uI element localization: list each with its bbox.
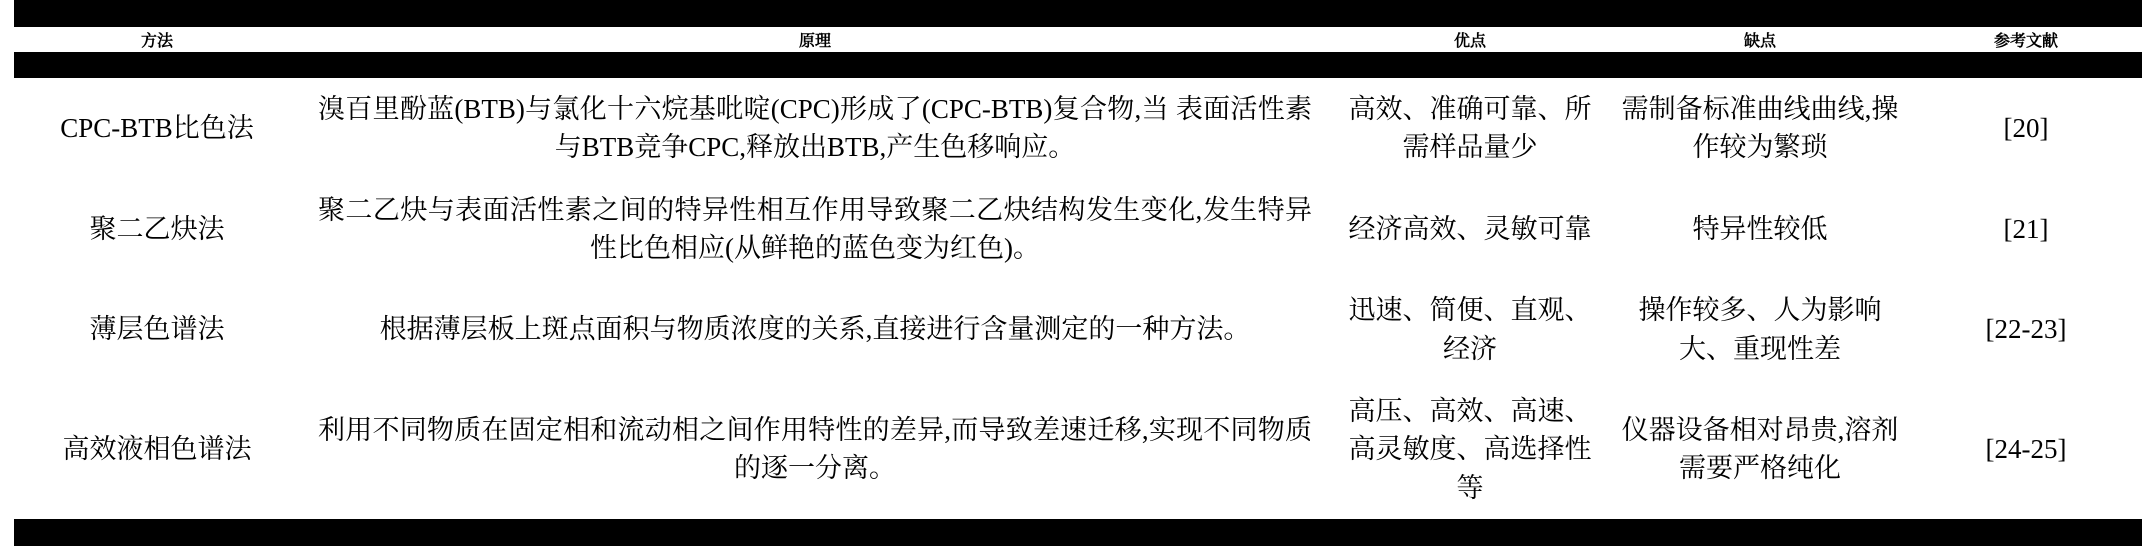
cell-pros: 迅速、简便、直观、经济	[1348, 295, 1592, 364]
column-header-reference: 参考文献	[1994, 33, 2059, 50]
column-header-cons: 缺点	[1743, 33, 1776, 50]
table-row	[14, 279, 2142, 380]
cell-reference: [24-25]	[1985, 434, 2067, 465]
cell-method: 薄层色谱法	[89, 314, 225, 345]
table-header-row	[14, 27, 2142, 52]
cell-pros: 高效、准确可靠、所需样品量少	[1348, 94, 1592, 163]
cell-method: CPC-BTB比色法	[60, 113, 254, 144]
cell-principle: 利用不同物质在固定相和流动相之间作用特性的差异,而导致差速迁移,实现不同物质的逐一分离。	[318, 415, 1312, 484]
table-row	[14, 78, 2142, 179]
column-header-pros: 优点	[1453, 33, 1486, 50]
table-bottom-rule	[14, 519, 2142, 546]
cell-cons: 需制备标准曲线曲线,操作较为繁琐	[1621, 94, 1899, 163]
table-top-rule	[14, 0, 2142, 27]
cell-method: 聚二乙炔法	[89, 213, 225, 244]
cell-cons: 特异性较低	[1692, 213, 1828, 244]
cell-pros: 经济高效、灵敏可靠	[1348, 213, 1592, 244]
column-header-method: 方法	[140, 33, 173, 50]
cell-reference: [20]	[2003, 113, 2049, 144]
cell-cons: 操作较多、人为影响大、重现性差	[1638, 295, 1882, 364]
cell-reference: [22-23]	[1985, 314, 2067, 345]
table-row	[14, 179, 2142, 280]
table-header-rule	[14, 52, 2142, 78]
cell-method: 高效液相色谱法	[62, 434, 252, 465]
cell-principle: 根据薄层板上斑点面积与物质浓度的关系,直接进行含量测定的一种方法。	[379, 314, 1251, 345]
cell-principle: 聚二乙炔与表面活性素之间的特异性相互作用导致聚二乙炔结构发生变化,发生特异性比色相应(从鲜艳的蓝色变为红色)。	[318, 194, 1312, 263]
table-row	[14, 380, 2142, 519]
column-header-principle: 原理	[798, 33, 831, 50]
comparison-table	[14, 0, 2142, 546]
cell-reference: [21]	[2003, 213, 2049, 244]
cell-principle: 溴百里酚蓝(BTB)与氯化十六烷基吡啶(CPC)形成了(CPC-BTB)复合物,当 表面活性素与BTB竞争CPC,释放出BTB,产生色移响应。	[318, 94, 1312, 163]
cell-cons: 仪器设备相对昂贵,溶剂需要严格纯化	[1621, 415, 1899, 484]
cell-pros: 高压、高效、高速、高灵敏度、高选择性等	[1348, 395, 1592, 503]
